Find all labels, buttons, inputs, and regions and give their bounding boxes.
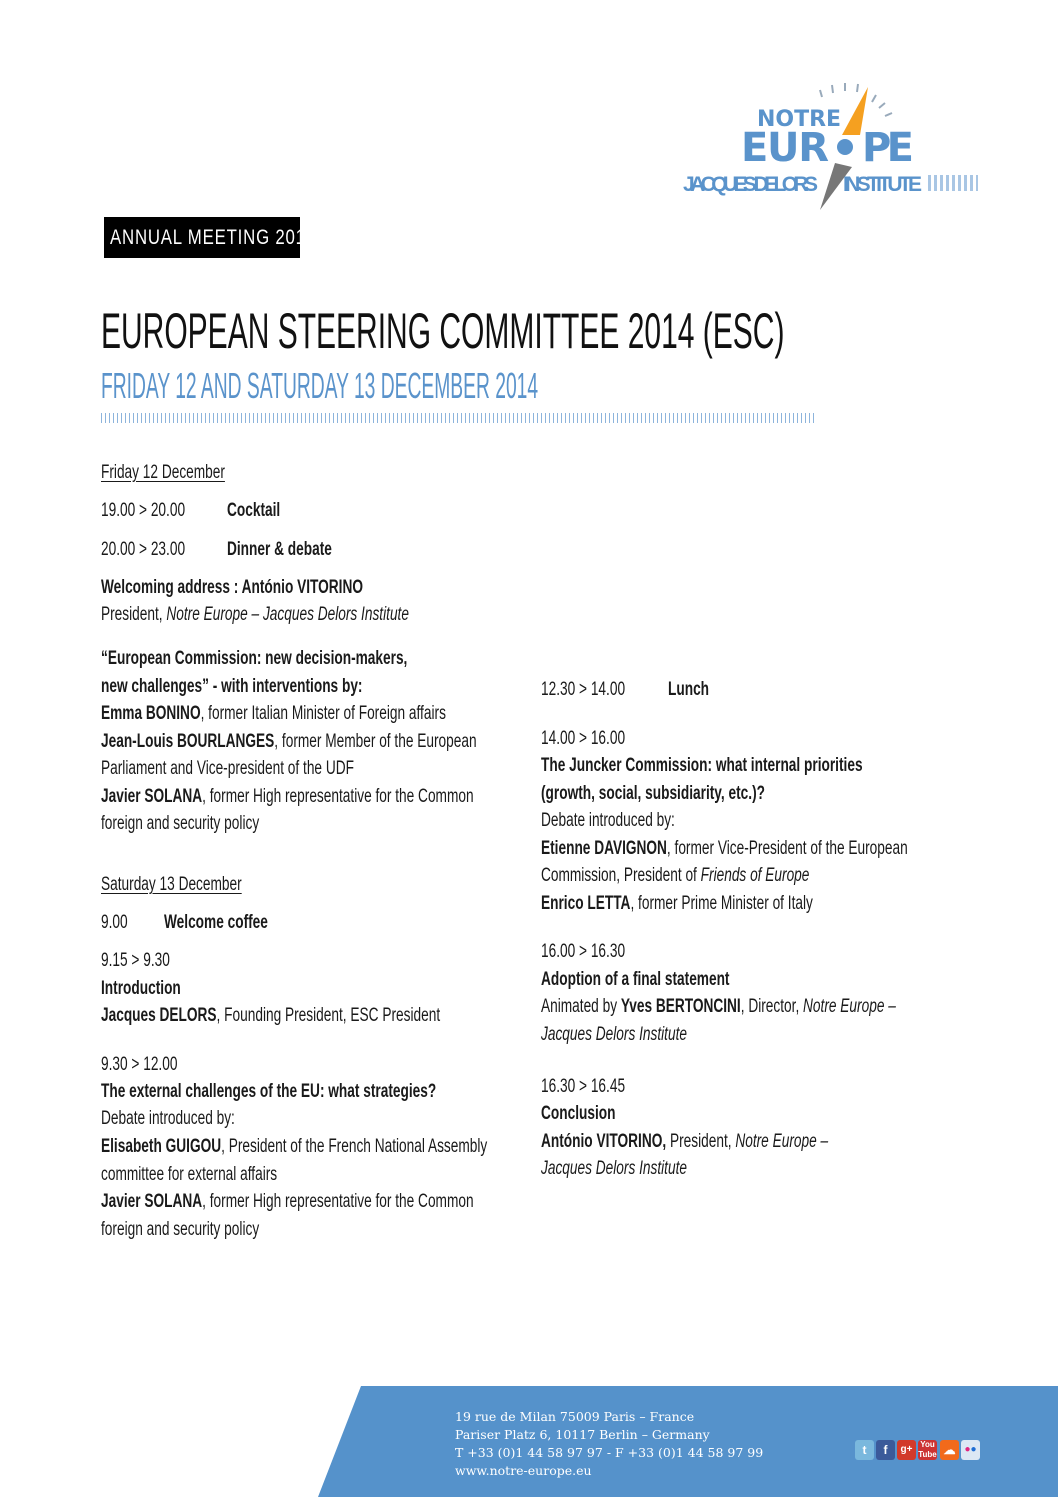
speaker-role: , former Vice-President of the European (666, 838, 908, 859)
annual-meeting-badge (104, 217, 316, 258)
logo-institute: INSTITUTE (843, 173, 922, 196)
speaker-role: , former Member of the European (274, 731, 477, 752)
speaker-line (101, 1191, 474, 1213)
welcome-role (101, 604, 409, 626)
badge-label: ANNUAL MEETING 2014 (110, 226, 316, 249)
welcome-title: Welcoming address : António VITORINO (101, 577, 363, 598)
juncker-title-2: (growth, social, subsidiarity, etc.)? (541, 783, 765, 804)
external-time: 9.30 > 12.00 (101, 1054, 178, 1075)
lunch-time: 12.30 > 14.00 (541, 679, 626, 700)
dinner-time: 20.00 > 23.00 (101, 539, 186, 560)
logo-dot (837, 139, 853, 155)
facebook-icon[interactable]: f (876, 1440, 895, 1460)
speaker-line (541, 838, 908, 860)
logo-pe: PE (862, 125, 914, 171)
page-title: EUROPEAN STEERING COMMITTEE 2014 (ESC) (101, 303, 785, 359)
footer-address-berlin: Pariser Platz 6, 10117 Berlin – Germany (455, 1427, 710, 1442)
page-subtitle: FRIDAY 12 AND SATURDAY 13 DECEMBER 2014 (101, 365, 539, 406)
juncker-title-1: The Juncker Commission: what internal priorities (541, 755, 863, 776)
speaker-line (101, 1005, 440, 1027)
footer-address-paris: 19 rue de Milan 75009 Paris – France (455, 1409, 695, 1424)
intro-title: Introduction (101, 978, 181, 999)
logo-bars (928, 175, 978, 191)
statement-title: Adoption of a final statement (541, 969, 730, 990)
speaker-name: António VITORINO, (541, 1131, 667, 1152)
speaker-role: , former High representative for the Common (202, 786, 474, 807)
speaker-name: Enrico LETTA (541, 893, 631, 914)
role-text: President, (101, 604, 167, 625)
speaker-name: Emma BONINO (101, 703, 201, 724)
logo-eur: EUR (741, 125, 829, 171)
debate-intro: Debate introduced by: (101, 1108, 235, 1129)
speaker-name: Etienne DAVIGNON (541, 838, 667, 859)
juncker-time: 14.00 > 16.00 (541, 728, 626, 749)
footer-website[interactable]: www.notre-europe.eu (455, 1463, 592, 1478)
speaker-name: Javier SOLANA (101, 1191, 203, 1212)
speaker-line (101, 731, 477, 753)
speaker-role: , former High representative for the Common (202, 1191, 474, 1212)
conclusion-title: Conclusion (541, 1103, 616, 1124)
intro-time: 9.15 > 9.30 (101, 950, 170, 971)
speaker-role: , former Prime Minister of Italy (630, 893, 813, 914)
logo-notre: NOTRE (757, 107, 842, 132)
speaker-line (101, 786, 474, 808)
org-text-cont: Jacques Delors Institute (541, 1158, 687, 1179)
speaker-role-cont: foreign and security policy (101, 813, 260, 834)
role-text: Commission, President of (541, 865, 701, 886)
speaker-role: , Founding President, ESC President (216, 1005, 441, 1026)
speaker-line (541, 996, 896, 1018)
cocktail-label: Cocktail (227, 500, 281, 521)
footer-phone: T +33 (0)1 44 58 97 97 - F +33 (0)1 44 58 97 99 (455, 1445, 764, 1460)
tick-divider (101, 413, 816, 423)
twitter-icon[interactable]: t (855, 1440, 874, 1460)
pre-text: Animated by (541, 996, 621, 1017)
coffee-label: Welcome coffee (164, 912, 268, 933)
speaker-role-cont (541, 865, 809, 887)
speaker-role-cont: foreign and security policy (101, 1219, 260, 1240)
org-text-cont: Jacques Delors Institute (541, 1024, 687, 1045)
notre-europe-logo (670, 75, 990, 215)
speaker-line (101, 1136, 487, 1158)
speaker-line (541, 893, 813, 915)
dinner-label: Dinner & debate (227, 539, 332, 560)
logo-jacques-delors: JACQUES DELORS (683, 173, 818, 196)
org-text: Notre Europe – Jacques Delors Institute (166, 604, 409, 625)
speaker-role-cont: committee for external affairs (101, 1164, 278, 1185)
soundcloud-icon[interactable]: ☁ (940, 1440, 959, 1460)
panel-title-2: new challenges” - with interventions by: (101, 676, 363, 697)
speaker-role: , President of the French National Assembly (221, 1136, 488, 1157)
speaker-role-cont: Parliament and Vice-president of the UDF (101, 758, 354, 779)
speaker-line (541, 1131, 828, 1153)
lunch-label: Lunch (668, 679, 710, 700)
panel-title-1: “European Commission: new decision-makers, (101, 648, 408, 669)
speaker-name: Jean-Louis BOURLANGES (101, 731, 275, 752)
saturday-heading: Saturday 13 December (101, 874, 242, 895)
speaker-role: , former Italian Minister of Foreign affairs (200, 703, 446, 724)
speaker-role: , Director, (740, 996, 804, 1017)
youtube-icon[interactable]: You Tube (918, 1440, 937, 1459)
external-title: The external challenges of the EU: what strategies? (101, 1081, 437, 1102)
statement-time: 16.00 > 16.30 (541, 941, 626, 962)
google-plus-icon[interactable]: g+ (897, 1440, 916, 1460)
coffee-time: 9.00 (101, 912, 128, 933)
org-text: Notre Europe – (803, 996, 896, 1017)
speaker-name: Yves BERTONCINI (620, 996, 741, 1017)
org-text: Friends of Europe (700, 865, 810, 886)
flickr-icon[interactable]: ●● (961, 1440, 980, 1460)
debate-intro: Debate introduced by: (541, 810, 675, 831)
speaker-name: Jacques DELORS (101, 1005, 217, 1026)
speaker-role: President, (666, 1131, 736, 1152)
speaker-name: Elisabeth GUIGOU (101, 1136, 222, 1157)
cocktail-time: 19.00 > 20.00 (101, 500, 186, 521)
conclusion-time: 16.30 > 16.45 (541, 1076, 626, 1097)
speaker-name: Javier SOLANA (101, 786, 203, 807)
friday-heading: Friday 12 December (101, 462, 225, 483)
org-text: Notre Europe – (735, 1131, 829, 1152)
speaker-line (101, 703, 446, 725)
